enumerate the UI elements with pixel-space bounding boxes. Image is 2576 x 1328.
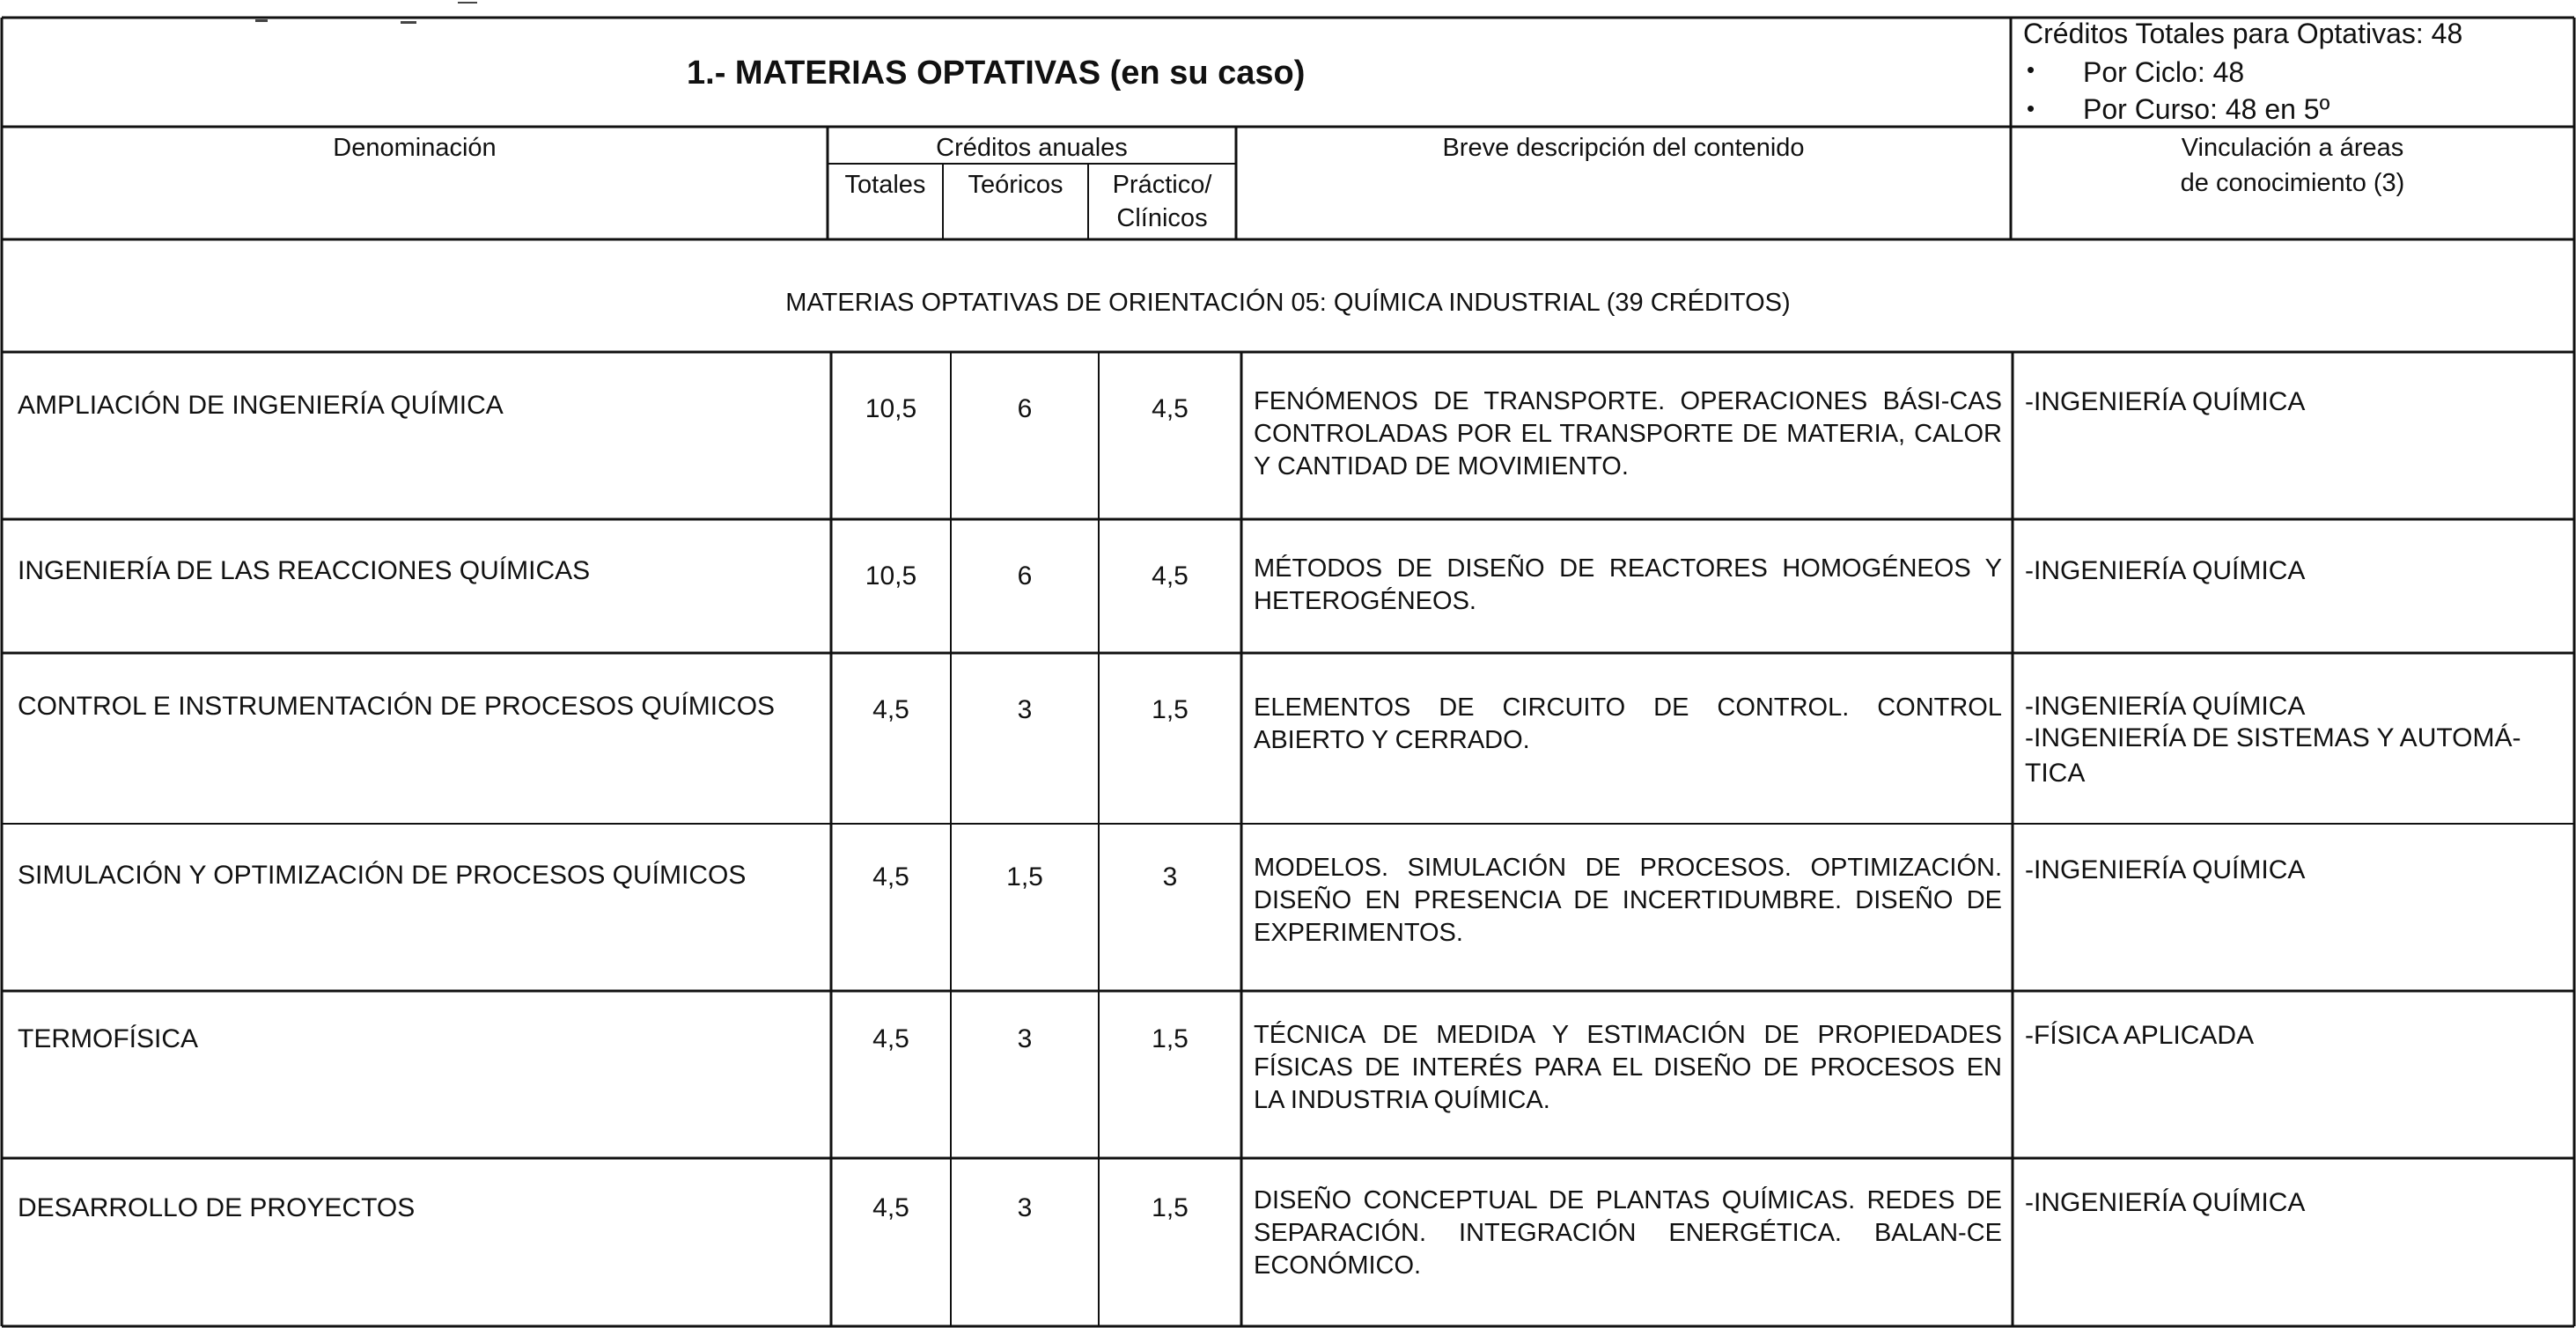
scan-mark <box>401 21 416 24</box>
row-teoricos: 1,5 <box>1006 862 1043 891</box>
row-teoricos: 6 <box>1017 394 1033 423</box>
row-denominacion: INGENIERÍA DE LAS REACCIONES QUÍMICAS <box>18 556 591 585</box>
row-practicos: 3 <box>1162 862 1178 891</box>
row-descripcion: DISEÑO CONCEPTUAL DE PLANTAS QUÍMICAS. REDES DE SEPARACIÓN. INTEGRACIÓN ENERGÉTICA. BALAN-CE ECONÓMICO. <box>1254 1186 2002 1280</box>
row-descripcion: TÉCNICA DE MEDIDA Y ESTIMACIÓN DE PROPIEDADES FÍSICAS DE INTERÉS PARA EL DISEÑO DE PROCESOS EN LA INDUSTRIA QUÍMICA. <box>1254 1021 2002 1114</box>
col-header-creditos-anuales: Créditos anuales <box>936 134 1128 162</box>
bullet-icon: • <box>2027 95 2035 121</box>
col-header-denominacion: Denominación <box>333 134 497 162</box>
col-header-teoricos: Teóricos <box>968 171 1064 199</box>
row-totales: 4,5 <box>872 862 909 891</box>
row-totales: 10,5 <box>865 561 917 591</box>
scan-mark <box>458 2 477 4</box>
row-teoricos: 3 <box>1017 695 1033 724</box>
row-teoricos: 3 <box>1017 1193 1033 1222</box>
col-header-descripcion: Breve descripción del contenido <box>1442 134 1805 162</box>
row-practicos: 1,5 <box>1152 1193 1189 1222</box>
row-totales: 4,5 <box>872 1193 909 1222</box>
col-header-practicos-line1: Práctico/ <box>1112 171 1212 199</box>
row-area: -INGENIERÍA DE SISTEMAS Y AUTOMÁ- <box>2025 723 2521 752</box>
row-totales: 4,5 <box>872 1024 909 1053</box>
row-descripcion: MODELOS. SIMULACIÓN DE PROCESOS. OPTIMIZACIÓN. DISEÑO EN PRESENCIA DE INCERTIDUMBRE. DISEÑO DE EXPERIMENTOS. <box>1254 854 2002 947</box>
row-denominacion: AMPLIACIÓN DE INGENIERÍA QUÍMICA <box>18 391 504 420</box>
scan-mark <box>255 19 268 22</box>
col-header-practicos-line2: Clínicos <box>1116 204 1208 232</box>
row-descripcion: MÉTODOS DE DISEÑO DE REACTORES HOMOGÉNEOS Y HETEROGÉNEOS. <box>1254 554 2002 615</box>
page-title: 1.- MATERIAS OPTATIVAS (en su caso) <box>687 55 1306 92</box>
bullet-icon: • <box>2027 56 2035 83</box>
row-practicos: 4,5 <box>1152 394 1189 423</box>
row-practicos: 1,5 <box>1152 1024 1189 1053</box>
row-totales: 10,5 <box>865 394 917 423</box>
row-denominacion: SIMULACIÓN Y OPTIMIZACIÓN DE PROCESOS QUÍMICOS <box>18 861 747 890</box>
section-title: MATERIAS OPTATIVAS DE ORIENTACIÓN 05: QUÍMICA INDUSTRIAL (39 CRÉDITOS) <box>785 289 1791 317</box>
credits-por-curso: Por Curso: 48 en 5º <box>2083 93 2330 125</box>
row-descripcion: ELEMENTOS DE CIRCUITO DE CONTROL. CONTROL ABIERTO Y CERRADO. <box>1254 693 2002 754</box>
row-area: -INGENIERÍA QUÍMICA <box>2025 556 2306 585</box>
row-denominacion: DESARROLLO DE PROYECTOS <box>18 1193 416 1222</box>
row-practicos: 4,5 <box>1152 561 1189 591</box>
row-descripcion: FENÓMENOS DE TRANSPORTE. OPERACIONES BÁSI-CAS CONTROLADAS POR EL TRANSPORTE DE MATERIA, CALOR Y CANTIDAD DE MOVIMIENTO. <box>1254 387 2002 481</box>
row-area: TICA <box>2025 759 2086 788</box>
credits-total-label: Créditos Totales para Optativas: 48 <box>2023 18 2463 49</box>
row-teoricos: 6 <box>1017 561 1033 591</box>
credits-por-ciclo: Por Ciclo: 48 <box>2083 56 2245 88</box>
row-area: -INGENIERÍA QUÍMICA <box>2025 387 2306 416</box>
row-denominacion: CONTROL E INSTRUMENTACIÓN DE PROCESOS QUÍMICOS <box>18 692 776 721</box>
col-header-vinculacion-line1: Vinculación a áreas <box>2181 134 2404 162</box>
col-header-vinculacion-line2: de conocimiento (3) <box>2180 169 2405 197</box>
row-area: -INGENIERÍA QUÍMICA <box>2025 692 2306 721</box>
row-area: -INGENIERÍA QUÍMICA <box>2025 855 2306 884</box>
row-area: -INGENIERÍA QUÍMICA <box>2025 1188 2306 1217</box>
row-area: -FÍSICA APLICADA <box>2025 1021 2255 1050</box>
row-totales: 4,5 <box>872 695 909 724</box>
row-denominacion: TERMOFÍSICA <box>18 1024 199 1053</box>
row-practicos: 1,5 <box>1152 695 1189 724</box>
col-header-totales: Totales <box>844 171 926 199</box>
row-teoricos: 3 <box>1017 1024 1033 1053</box>
